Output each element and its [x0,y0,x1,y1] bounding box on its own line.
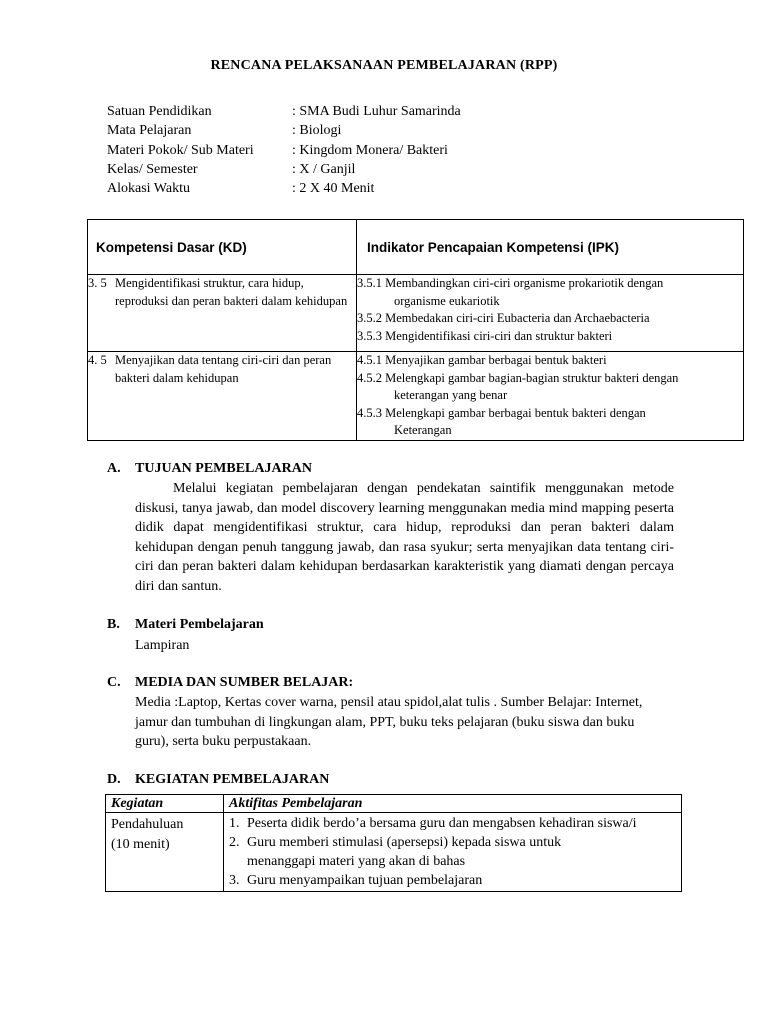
section-letter: B. [107,617,120,632]
kegiatan-header: Kegiatan [106,795,224,813]
ipk-item [357,310,743,328]
identity-row [107,102,461,121]
section-title: Materi Pembelajaran [135,617,264,632]
table-header-row [106,795,682,813]
ipk-cell [357,275,744,352]
kd-cell [88,275,357,352]
ipk-header: Indikator Pencapaian Kompetensi (IPK) [357,220,744,275]
identity-label: Mata Pelajaran [107,123,192,139]
aktifitas-cell [224,813,682,892]
list-item [229,833,676,871]
kd-header: Kompetensi Dasar (KD) [88,220,357,275]
ipk-line-continued: Keterangan [394,423,452,437]
section-d-heading [107,772,329,788]
list-item [229,814,676,833]
identity-label: Alokasi Waktu [107,181,190,197]
section-b-text: Lampiran [135,638,190,653]
identity-block [107,102,461,198]
ipk-line-continued: keterangan yang benar [394,388,508,402]
list-text: Guru memberi stimulasi (apersepsi) kepada siswa untuk menanggapi materi yang akan di bahas [247,835,562,869]
list-number: 3. [229,873,240,888]
section-a-heading [107,461,312,477]
list-text: Guru menyampaikan tujuan pembelajaran [247,873,483,888]
ipk-item [357,328,743,346]
ipk-line-continued: organisme eukariotik [394,293,500,308]
ipk-line: 4.5.3 Melengkapi gambar berbagai bentuk bakteri dengan [357,405,646,420]
section-c-heading [107,675,353,691]
identity-row [107,160,461,179]
kd-text: Mengidentifikasi struktur, cara hidup, reproduksi dan peran bakteri dalam kehidupan [115,276,348,308]
ipk-item [357,405,743,440]
kd-number: 3. 5 [88,276,107,290]
table-row [106,813,682,892]
table-row [88,275,744,352]
identity-value: : Biologi [292,123,342,139]
aktifitas-header: Aktifitas Pembelajaran [224,795,682,813]
section-letter: D. [107,772,121,787]
section-letter: A. [107,461,121,476]
ipk-cell [357,352,744,441]
section-c-text: Media :Laptop, Kertas cover warna, pensil atau spidol,alat tulis . Sumber Belajar: Internet, jamur dan tumbuhan di lingkungan alam, PPT, buku teks pelajaran (buku siswa dan buku guru), serta buku perpustakaan. [135,695,643,749]
table-header-row [88,220,744,275]
ipk-line: 4.5.2 Melengkapi gambar bagian-bagian struktur bakteri dengan [357,370,679,385]
ipk-item [357,352,743,370]
document-title: RENCANA PELAKSANAAN PEMBELAJARAN (RPP) [210,58,558,73]
kd-text: Menyajikan data tentang ciri-ciri dan peran bakteri dalam kehidupan [115,353,332,385]
list-item [229,871,676,890]
section-title: MEDIA DAN SUMBER BELAJAR: [135,675,354,690]
kd-cell [88,352,357,441]
table-row [88,352,744,441]
activity-table [105,794,682,892]
identity-label: Kelas/ Semester [107,161,198,177]
section-title: TUJUAN PEMBELAJARAN [135,461,312,476]
identity-row [107,141,461,160]
ipk-item [357,370,743,405]
list-number: 1. [229,816,240,831]
section-b-heading [107,617,264,633]
section-letter: C. [107,675,121,690]
ipk-line: 3.5.3 Mengidentifikasi ciri-ciri dan struktur bakteri [357,328,613,343]
ipk-line: 4.5.1 Menyajikan gambar berbagai bentuk bakteri [357,353,607,367]
kegiatan-cell [106,813,224,892]
ipk-line: 3.5.2 Membedakan ciri-ciri Eubacteria dan Archaebacteria [357,311,650,325]
list-number: 2. [229,835,240,850]
identity-value: : 2 X 40 Menit [292,181,375,197]
identity-value: : X / Ganjil [292,161,356,177]
identity-label: Satuan Pendidikan [107,104,212,119]
kegiatan-time: (10 menit) [111,837,170,852]
identity-label: Materi Pokok/ Sub Materi [107,142,254,158]
ipk-item [357,275,743,310]
identity-value: : Kingdom Monera/ Bakteri [292,142,448,158]
identity-row [107,179,461,198]
identity-row [107,121,461,140]
kd-number: 4. 5 [88,353,107,367]
identity-value: : SMA Budi Luhur Samarinda [292,104,461,119]
kegiatan-name: Pendahuluan [111,817,184,832]
section-a-text: Melalui kegiatan pembelajaran dengan pendekatan saintifik menggunakan metode diskusi, tanya jawab, dan model discovery learning menggunakan media mind mapping peserta didik dapat mengidentifikasi struktur, cara hidup, reproduksi dan peran bakteri dalam kehidupan dengan penuh tanggung jawab, dan rasa syukur; serta menyajikan data tentang ciri-ciri dan peran bakteri dalam kehidupan berdasarkan karakteristik yang diamati dengan percaya diri dan santun. [135,481,674,594]
section-title: KEGIATAN PEMBELAJARAN [135,772,330,787]
ipk-line: 3.5.1 Membandingkan ciri-ciri organisme prokariotik dengan [357,276,664,290]
kd-ipk-table [87,219,744,441]
list-text: Peserta didik berdo’a bersama guru dan mengabsen kehadiran siswa/i [247,816,637,831]
